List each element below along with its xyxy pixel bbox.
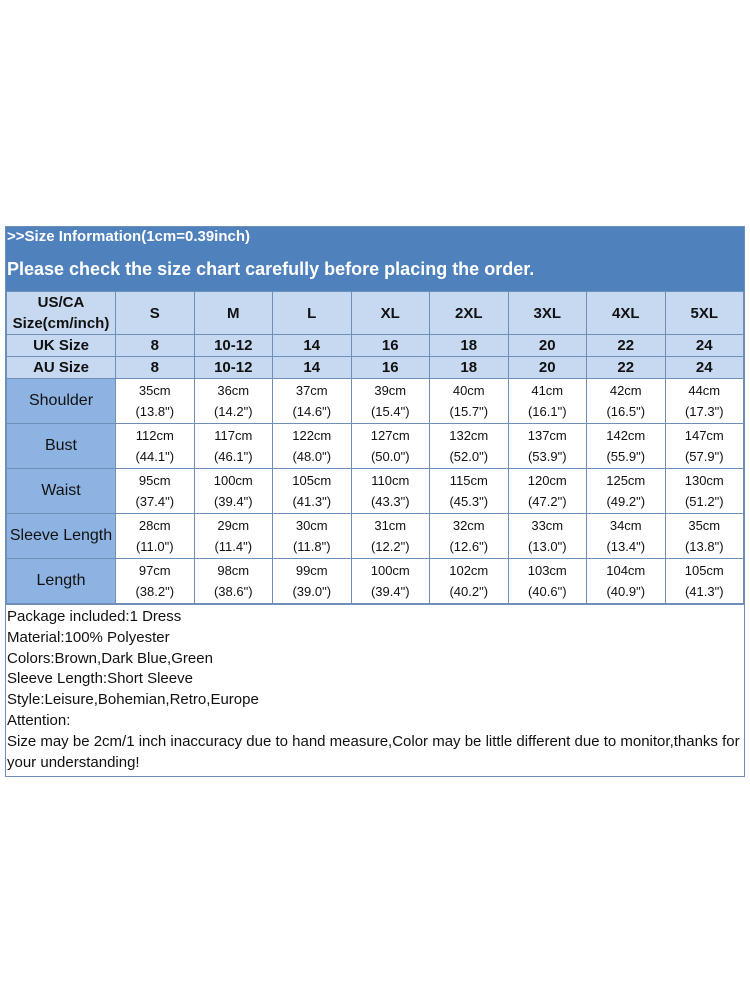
cm-value: 125cm: [606, 473, 646, 488]
product-notes: [6, 604, 744, 776]
inch-value: (40.6"): [527, 584, 567, 599]
measurement-cell: [430, 469, 509, 514]
measurement-cell: [587, 379, 666, 424]
uk-size-row: [7, 335, 744, 357]
measurement-cell: [665, 424, 744, 469]
size-header-cell: 5XL: [665, 292, 744, 335]
inch-value: (49.2"): [606, 494, 646, 509]
uk-size-cell: 8: [116, 335, 195, 357]
inch-value: (40.9"): [606, 584, 646, 599]
uk-size-label: UK Size: [7, 335, 116, 357]
package-included-note: Package included:1 Dress: [7, 608, 182, 625]
cm-value: 29cm: [217, 518, 250, 533]
measurement-cell: [508, 379, 587, 424]
inch-value: (15.4"): [370, 404, 410, 419]
cm-value: 28cm: [138, 518, 171, 533]
uk-size-cell: 10-12: [194, 335, 273, 357]
uk-size-cell: 22: [587, 335, 666, 357]
inch-value: (45.3"): [449, 494, 489, 509]
measurement-row: [7, 379, 744, 424]
cm-value: 102cm: [449, 563, 489, 578]
inch-value: (38.6"): [213, 584, 253, 599]
measurement-cell: [587, 469, 666, 514]
inch-value: (57.9"): [684, 449, 724, 464]
measurement-cell: [194, 469, 273, 514]
au-size-row: [7, 357, 744, 379]
inch-value: (51.2"): [684, 494, 724, 509]
inch-value: (13.4"): [606, 539, 646, 554]
measurement-cell: [194, 514, 273, 559]
cm-value: 41cm: [531, 383, 564, 398]
size-table: [6, 291, 744, 604]
measurement-cell: [116, 379, 195, 424]
cm-value: 39cm: [374, 383, 407, 398]
inch-value: (40.2"): [449, 584, 489, 599]
measurement-cell: [587, 514, 666, 559]
inch-value: (44.1"): [135, 449, 175, 464]
au-size-cell: 14: [273, 357, 352, 379]
measurement-row: [7, 424, 744, 469]
style-note: Style:Leisure,Bohemian,Retro,Europe: [7, 691, 259, 709]
inch-value: (38.2"): [135, 584, 175, 599]
cm-value: 36cm: [217, 383, 250, 398]
uk-size-cell: 18: [430, 335, 509, 357]
cm-value: 103cm: [527, 563, 567, 578]
cm-value: 37cm: [295, 383, 328, 398]
cm-value: 40cm: [452, 383, 485, 398]
measurement-cell: [508, 514, 587, 559]
measurement-cell: [116, 424, 195, 469]
inch-value: (14.6"): [292, 404, 332, 419]
cm-value: 100cm: [213, 473, 253, 488]
uk-size-cell: 24: [665, 335, 744, 357]
measurement-cell: [273, 379, 352, 424]
inch-value: (14.2"): [213, 404, 253, 419]
inch-value: (15.7"): [449, 404, 489, 419]
inch-value: (43.3"): [370, 494, 410, 509]
cm-value: 110cm: [371, 473, 410, 488]
cm-value: 130cm: [684, 473, 724, 488]
measurement-cell: [273, 424, 352, 469]
inch-value: (46.1"): [213, 449, 253, 464]
measurement-cell: [116, 514, 195, 559]
cm-value: 35cm: [688, 518, 721, 533]
inch-value: (53.9"): [527, 449, 567, 464]
au-size-cell: 16: [351, 357, 430, 379]
inch-value: (11.4"): [214, 539, 253, 554]
au-size-cell: 10-12: [194, 357, 273, 379]
inch-value: (41.3"): [292, 494, 332, 509]
measurement-cell: [508, 469, 587, 514]
us-ca-label: US/CA: [37, 294, 85, 311]
size-header-cell: 3XL: [508, 292, 587, 335]
au-size-cell: 18: [430, 357, 509, 379]
inch-value: (50.0"): [370, 449, 410, 464]
cm-value: 98cm: [217, 563, 250, 578]
cm-value: 33cm: [531, 518, 564, 533]
cm-value: 100cm: [370, 563, 410, 578]
size-header-cell: S: [116, 292, 195, 335]
inch-value: (13.0"): [527, 539, 567, 554]
cm-value: 120cm: [527, 473, 567, 488]
measurement-cell: [665, 469, 744, 514]
cm-value: 44cm: [688, 383, 721, 398]
au-size-label: AU Size: [7, 357, 116, 379]
inch-value: (12.6"): [449, 539, 489, 554]
measurement-cell: [351, 469, 430, 514]
measurement-cell: [665, 559, 744, 604]
us-ca-header-cell: [7, 292, 116, 335]
measurement-label: Shoulder: [7, 379, 116, 424]
cm-value: 142cm: [606, 428, 646, 443]
measurement-cell: [430, 379, 509, 424]
inch-value: (37.4"): [135, 494, 175, 509]
measurement-cell: [430, 559, 509, 604]
size-unit-label: Size(cm/inch): [12, 315, 110, 332]
measurement-cell: [194, 424, 273, 469]
measurement-cell: [273, 559, 352, 604]
size-header-row: [7, 292, 744, 335]
cm-value: 105cm: [292, 473, 332, 488]
size-header-cell: 2XL: [430, 292, 509, 335]
inch-value: (11.0"): [135, 539, 174, 554]
inch-value: (47.2"): [527, 494, 567, 509]
material-note: Material:100% Polyester: [7, 628, 170, 646]
au-size-cell: 20: [508, 357, 587, 379]
cm-value: 31cm: [374, 518, 407, 533]
inch-value: (12.2"): [370, 539, 410, 554]
inch-value: (11.8"): [292, 539, 331, 554]
measurement-cell: [430, 514, 509, 559]
cm-value: 117cm: [214, 428, 253, 443]
inch-value: (55.9"): [606, 449, 646, 464]
measurement-disclaimer: Size may be 2cm/1 inch inaccuracy due to hand measure,Color may be little different due to monitor,thanks for your understanding!: [7, 732, 740, 771]
cm-value: 97cm: [138, 563, 171, 578]
measurement-cell: [194, 559, 273, 604]
cm-value: 147cm: [684, 428, 724, 443]
cm-value: 42cm: [609, 383, 642, 398]
cm-value: 34cm: [609, 518, 642, 533]
inch-value: (16.1"): [527, 404, 567, 419]
cm-value: 99cm: [295, 563, 328, 578]
measurement-row: [7, 514, 744, 559]
au-size-cell: 8: [116, 357, 195, 379]
measurement-cell: [273, 514, 352, 559]
inch-value: (13.8"): [684, 539, 724, 554]
size-chart-notice: Please check the size chart carefully before placing the order.: [6, 247, 744, 291]
inch-value: (52.0"): [449, 449, 489, 464]
inch-value: (13.8"): [135, 404, 175, 419]
size-header-cell: M: [194, 292, 273, 335]
measurement-cell: [351, 424, 430, 469]
au-size-cell: 24: [665, 357, 744, 379]
uk-size-cell: 16: [351, 335, 430, 357]
measurement-row: [7, 469, 744, 514]
inch-value: (39.0"): [292, 584, 332, 599]
measurement-label: Waist: [7, 469, 116, 514]
measurement-row: [7, 559, 744, 604]
measurement-cell: [665, 379, 744, 424]
cm-value: 122cm: [292, 428, 332, 443]
measurement-cell: [194, 379, 273, 424]
measurement-cell: [587, 559, 666, 604]
measurement-cell: [587, 424, 666, 469]
cm-value: 32cm: [452, 518, 485, 533]
measurement-cell: [430, 424, 509, 469]
measurement-label: Bust: [7, 424, 116, 469]
uk-size-cell: 14: [273, 335, 352, 357]
cm-value: 137cm: [527, 428, 567, 443]
cm-value: 115cm: [449, 473, 488, 488]
colors-note: Colors:Brown,Dark Blue,Green: [7, 649, 213, 667]
inch-value: (48.0"): [292, 449, 332, 464]
measurement-cell: [508, 424, 587, 469]
measurement-cell: [665, 514, 744, 559]
cm-value: 112cm: [135, 428, 174, 443]
size-header-cell: L: [273, 292, 352, 335]
cm-value: 105cm: [684, 563, 724, 578]
measurement-cell: [351, 514, 430, 559]
cm-value: 104cm: [606, 563, 646, 578]
measurement-cell: [116, 559, 195, 604]
measurement-label: Length: [7, 559, 116, 604]
size-header-cell: 4XL: [587, 292, 666, 335]
cm-value: 95cm: [138, 473, 171, 488]
measurement-label: Sleeve Length: [7, 514, 116, 559]
attention-label: Attention:: [7, 711, 71, 729]
cm-value: 35cm: [138, 383, 171, 398]
inch-value: (16.5"): [606, 404, 646, 419]
size-chart: [5, 226, 745, 777]
inch-value: (41.3"): [684, 584, 724, 599]
au-size-cell: 22: [587, 357, 666, 379]
inch-value: (39.4"): [213, 494, 253, 509]
uk-size-cell: 20: [508, 335, 587, 357]
measurement-cell: [273, 469, 352, 514]
measurement-cell: [351, 379, 430, 424]
cm-value: 127cm: [370, 428, 410, 443]
measurement-cell: [116, 469, 195, 514]
measurement-cell: [508, 559, 587, 604]
inch-value: (17.3"): [684, 404, 724, 419]
cm-value: 132cm: [449, 428, 489, 443]
sleeve-length-note: Sleeve Length:Short Sleeve: [7, 670, 193, 688]
inch-value: (39.4"): [370, 584, 410, 599]
cm-value: 30cm: [295, 518, 328, 533]
size-info-title: >>Size Information(1cm=0.39inch): [6, 227, 744, 247]
size-header-cell: XL: [351, 292, 430, 335]
measurement-cell: [351, 559, 430, 604]
